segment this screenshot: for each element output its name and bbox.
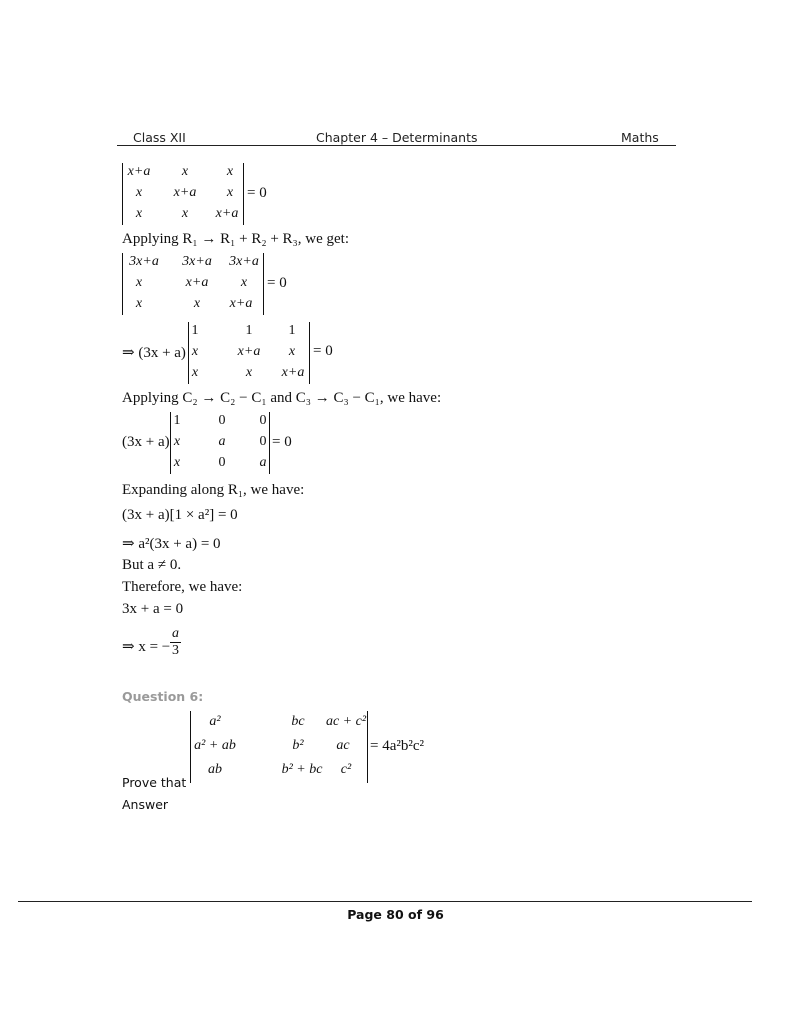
q-det-cell: ac [336, 738, 350, 753]
det4-cell: 0 [259, 413, 267, 428]
det2-cell: x+a [229, 296, 253, 311]
step-expand: Expanding along R₁, we have: [122, 482, 305, 498]
equation-line-4: Therefore, we have: [122, 579, 243, 595]
det2-cell: x [135, 296, 143, 311]
answer-label: Answer [122, 797, 169, 812]
equation-line-5: 3x + a = 0 [122, 601, 184, 617]
q-det-cell: b² [292, 738, 304, 753]
det3-prefix: ⇒ (3x + a) [122, 345, 186, 361]
det3-cell: x [288, 344, 296, 359]
q-det-cell: bc [291, 714, 305, 729]
det3-cell: 1 [191, 323, 199, 338]
det4-prefix: (3x + a) [122, 434, 170, 450]
det3-cell: x+a [237, 344, 261, 359]
header-divider [117, 145, 676, 146]
det2-cell: x+a [185, 275, 209, 290]
det1-cell: x [226, 185, 234, 200]
fraction-numerator: a [172, 626, 179, 641]
equation-line-2: ⇒ a²(3x + a) = 0 [122, 536, 221, 552]
det1-cell: x+a [215, 206, 239, 221]
det3-cell: x+a [281, 365, 305, 380]
header-subject: Maths [621, 130, 659, 145]
det3-cell: 1 [288, 323, 296, 338]
q-det-cell: a² + ab [194, 738, 236, 753]
det4-cell: x [173, 455, 181, 470]
det3-rhs: = 0 [313, 343, 333, 359]
det1-cell: x [181, 206, 189, 221]
det4-cell: 0 [218, 413, 226, 428]
q-det-cell: a² [209, 714, 221, 729]
q-det-cell: c² [340, 762, 352, 777]
det4-cell: 0 [218, 455, 226, 470]
det2-rhs: = 0 [267, 275, 287, 291]
det1-cell: x+a [173, 185, 197, 200]
q-det-cell: ab [208, 762, 222, 777]
det1-cell: x [181, 164, 189, 179]
determinant-2 [122, 253, 264, 315]
det1-cell: x [135, 185, 143, 200]
det4-rhs: = 0 [272, 434, 292, 450]
det4-cell: a [259, 455, 267, 470]
step-column-operation: Applying C₂ → C₂ − C₁ and C₃ → C₃ − C₁, we have: [122, 390, 442, 406]
q-det-cell: ac + c² [325, 714, 367, 729]
det3-cell: x [191, 344, 199, 359]
footer-divider [18, 901, 752, 902]
header-chapter: Chapter 4 – Determinants [316, 130, 478, 145]
det4-cell: 0 [259, 434, 267, 449]
determinant-4 [170, 412, 270, 474]
determinant-1 [122, 163, 244, 225]
prove-that-label: Prove that [122, 775, 187, 790]
det4-cell: 1 [173, 413, 181, 428]
equation-line-1: (3x + a)[1 × a²] = 0 [122, 507, 238, 523]
det1-rhs: = 0 [247, 185, 267, 201]
fraction-a-over-3 [170, 626, 181, 659]
determinant-3 [188, 322, 310, 384]
det2-cell: x [135, 275, 143, 290]
det2-cell: x [193, 296, 201, 311]
step-row-operation: Applying R₁ → R₁ + R₂ + R₃, we get: [122, 231, 350, 247]
q-det-cell: b² + bc [281, 762, 323, 777]
det3-cell: 1 [245, 323, 253, 338]
det4-cell: x [173, 434, 181, 449]
det2-cell: 3x+a [229, 254, 259, 269]
fraction-denominator: 3 [172, 643, 179, 658]
det3-cell: x [191, 365, 199, 380]
det1-cell: x+a [127, 164, 151, 179]
equation-line-3: But a ≠ 0. [122, 557, 182, 573]
det4-cell: a [218, 434, 226, 449]
det2-cell: 3x+a [129, 254, 159, 269]
det1-cell: x [226, 164, 234, 179]
question-label: Question 6: [122, 689, 204, 704]
det2-cell: x [240, 275, 248, 290]
det1-cell: x [135, 206, 143, 221]
det2-cell: 3x+a [182, 254, 212, 269]
question-rhs: = 4a²b²c² [370, 738, 425, 754]
header-class: Class XII [133, 130, 186, 145]
question-determinant [190, 711, 368, 783]
det3-cell: x [245, 365, 253, 380]
equation-line-6: ⇒ x = − [122, 639, 171, 655]
page-number: Page 80 of 96 [347, 907, 444, 922]
